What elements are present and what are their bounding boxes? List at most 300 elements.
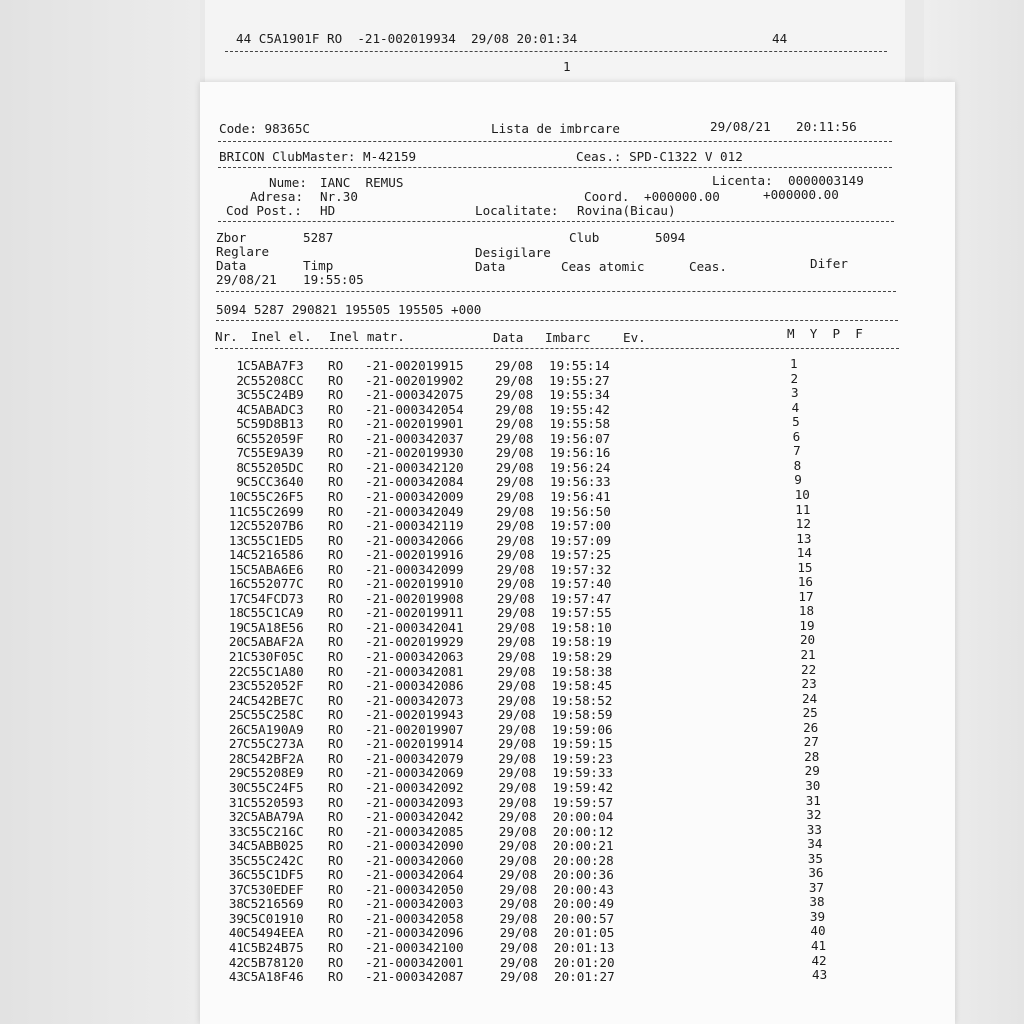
arrival-time: 20:00:04 bbox=[552, 809, 614, 825]
ring-electronic: C5A190A9 bbox=[243, 721, 304, 737]
ring-electronic: C5ABAF2A bbox=[243, 634, 304, 650]
row-rank: 14 bbox=[796, 545, 812, 561]
row-number: 33 bbox=[228, 823, 244, 839]
ring-country: RO bbox=[328, 707, 344, 723]
row-rank: 35 bbox=[807, 850, 823, 866]
ring-electronic: C55C24F5 bbox=[243, 779, 304, 795]
row-number: 9 bbox=[236, 474, 244, 490]
ring-electronic: C542BF2A bbox=[243, 750, 304, 766]
arrival-time: 19:58:45 bbox=[551, 678, 613, 694]
arrival-time: 19:56:24 bbox=[549, 459, 611, 475]
ring-country: RO bbox=[328, 590, 344, 606]
ring-electronic: C5ABB025 bbox=[243, 838, 304, 854]
ring-electronic: C5216569 bbox=[243, 896, 304, 912]
arrival-time: 20:01:13 bbox=[553, 940, 615, 955]
difference-label: Difer bbox=[810, 256, 848, 271]
owner-address: Nr.30 bbox=[320, 189, 358, 204]
ring-country: RO bbox=[328, 401, 344, 417]
arrival-time: 19:58:38 bbox=[551, 663, 613, 679]
row-rank: 41 bbox=[810, 938, 827, 953]
arrival-time: 20:00:36 bbox=[553, 867, 614, 883]
ring-matricol: -21-000342099 bbox=[365, 561, 464, 577]
ring-country: RO bbox=[328, 358, 344, 373]
row-number: 43 bbox=[228, 969, 244, 985]
arrival-time: 19:59:15 bbox=[552, 736, 613, 752]
ring-country: RO bbox=[328, 954, 344, 970]
arrival-date: 29/08 bbox=[499, 881, 538, 897]
ring-country: RO bbox=[328, 634, 344, 650]
owner-name: IANC REMUS bbox=[320, 175, 404, 190]
ring-country: RO bbox=[328, 765, 344, 781]
arrival-date: 29/08 bbox=[496, 590, 535, 606]
arrival-time: 19:58:19 bbox=[551, 634, 612, 650]
arrival-date: 29/08 bbox=[496, 503, 535, 519]
ring-country: RO bbox=[328, 488, 344, 504]
row-number: 16 bbox=[228, 576, 244, 592]
system-id: BRICON ClubMaster: M-42159 bbox=[219, 149, 417, 164]
arrival-date: 29/08 bbox=[498, 838, 537, 854]
row-number: 18 bbox=[228, 605, 244, 621]
row-rank: 28 bbox=[804, 748, 820, 764]
ring-electronic: C55C26F5 bbox=[243, 488, 304, 504]
divider bbox=[218, 141, 892, 142]
ring-country: RO bbox=[328, 910, 344, 926]
arrival-time: 19:59:33 bbox=[552, 765, 613, 781]
row-rank: 21 bbox=[800, 647, 816, 662]
row-number: 14 bbox=[228, 547, 244, 563]
ring-electronic: C552059F bbox=[243, 430, 304, 446]
arrival-time: 19:59:57 bbox=[552, 794, 614, 810]
reglare-label: Reglare bbox=[216, 244, 270, 259]
arrival-date: 29/08 bbox=[495, 445, 534, 461]
arrival-time: 19:57:00 bbox=[550, 518, 611, 534]
ring-country: RO bbox=[328, 721, 344, 737]
ring-matricol: -21-000342050 bbox=[365, 881, 464, 897]
arrival-date: 29/08 bbox=[498, 765, 537, 781]
arrival-date: 29/08 bbox=[499, 954, 538, 970]
row-rank: 30 bbox=[805, 777, 821, 793]
row-number: 35 bbox=[228, 852, 244, 868]
reg-time: 19:55:05 bbox=[303, 272, 364, 287]
ring-electronic: C55C1A80 bbox=[243, 663, 304, 679]
owner-locality: Rovina(Bicau) bbox=[577, 203, 676, 218]
ring-matricol: -21-000342064 bbox=[365, 867, 464, 883]
ring-country: RO bbox=[328, 518, 344, 534]
row-rank: 40 bbox=[810, 923, 826, 939]
arrival-date: 29/08 bbox=[497, 721, 536, 737]
arrival-time: 19:55:58 bbox=[549, 416, 611, 432]
ring-country: RO bbox=[328, 969, 344, 985]
ring-country: RO bbox=[328, 387, 344, 403]
ring-country: RO bbox=[328, 474, 344, 490]
ring-country: RO bbox=[328, 925, 344, 941]
code-label: Code: 98365C bbox=[219, 121, 310, 136]
row-number: 37 bbox=[228, 881, 244, 897]
row-number: 5 bbox=[236, 416, 244, 432]
arrival-date: 29/08 bbox=[499, 867, 538, 883]
ring-country: RO bbox=[328, 561, 344, 577]
row-number: 25 bbox=[228, 707, 244, 723]
row-rank: 17 bbox=[798, 588, 814, 604]
ring-country: RO bbox=[328, 678, 344, 694]
divider bbox=[225, 51, 887, 52]
arrival-time: 20:00:57 bbox=[553, 910, 615, 926]
arrival-time: 19:59:06 bbox=[551, 721, 613, 737]
page-number: 1 bbox=[563, 59, 571, 74]
ring-country: RO bbox=[328, 940, 344, 955]
row-number: 29 bbox=[228, 765, 244, 781]
ring-matricol: -21-000342086 bbox=[365, 678, 464, 694]
row-number: 7 bbox=[236, 445, 244, 461]
ring-electronic: C55207B6 bbox=[243, 518, 304, 534]
ring-electronic: C530F05C bbox=[243, 649, 304, 664]
print-time: 20:11:56 bbox=[796, 119, 857, 134]
arrival-date: 29/08 bbox=[498, 779, 537, 795]
ring-matricol: -21-000342003 bbox=[365, 896, 464, 912]
arrival-time: 19:58:52 bbox=[551, 692, 613, 708]
row-number: 15 bbox=[228, 561, 244, 577]
ring-country: RO bbox=[328, 779, 344, 795]
arrival-date: 29/08 bbox=[495, 416, 534, 432]
row-number: 31 bbox=[228, 794, 244, 810]
ring-electronic: C5ABA7F3 bbox=[243, 358, 304, 373]
arrival-date: 29/08 bbox=[495, 459, 534, 475]
ring-electronic: C55208CC bbox=[243, 372, 304, 388]
row-number: 24 bbox=[228, 692, 244, 708]
arrival-date: 29/08 bbox=[500, 969, 538, 985]
row-rank: 20 bbox=[799, 632, 816, 648]
row-number: 3 bbox=[236, 387, 244, 403]
arrival-date: 29/08 bbox=[495, 474, 534, 490]
ring-electronic: C59D8B13 bbox=[243, 416, 304, 432]
coord-longitude: +000000.00 bbox=[763, 187, 839, 202]
arrival-date: 29/08 bbox=[496, 532, 535, 548]
row-number: 38 bbox=[228, 896, 244, 912]
row-rank: 25 bbox=[802, 705, 818, 721]
ring-electronic: C5520593 bbox=[243, 794, 304, 810]
col-ev: Ev. bbox=[623, 330, 646, 345]
ring-electronic: C5ABADC3 bbox=[243, 401, 304, 417]
reg-date-label: Data bbox=[216, 258, 247, 273]
ring-electronic: C55C242C bbox=[243, 852, 304, 868]
ring-electronic: C5A18F46 bbox=[243, 969, 304, 985]
ring-electronic: C55C24B9 bbox=[243, 387, 304, 403]
ring-matricol: -21-000342058 bbox=[365, 910, 464, 926]
ring-matricol: -21-000342037 bbox=[365, 430, 464, 446]
document-title: Lista de imbrcare bbox=[491, 121, 620, 136]
arrival-time: 20:00:12 bbox=[552, 823, 614, 839]
ring-matricol: -21-002019901 bbox=[365, 416, 464, 432]
ring-country: RO bbox=[328, 619, 344, 635]
ring-matricol: -21-000342063 bbox=[365, 649, 464, 664]
ring-country: RO bbox=[328, 736, 344, 752]
row-number: 8 bbox=[236, 459, 244, 475]
row-rank: 2 bbox=[790, 370, 799, 386]
arrival-time: 19:56:50 bbox=[550, 503, 611, 519]
arrival-date: 29/08 bbox=[497, 649, 536, 664]
row-rank: 42 bbox=[811, 952, 827, 968]
ring-electronic: C55C273A bbox=[243, 736, 304, 752]
col-inel-el: Inel el. bbox=[251, 329, 312, 344]
ring-matricol: -21-000342092 bbox=[365, 779, 464, 795]
license-label: Licenta: bbox=[712, 173, 773, 188]
arrival-date: 29/08 bbox=[495, 430, 534, 446]
arrival-date: 29/08 bbox=[497, 605, 535, 621]
row-number: 17 bbox=[228, 590, 244, 606]
arrival-date: 29/08 bbox=[496, 547, 535, 563]
arrival-time: 19:58:10 bbox=[551, 619, 612, 635]
ring-country: RO bbox=[328, 809, 344, 825]
arrival-date: 29/08 bbox=[496, 488, 534, 504]
ring-matricol: -21-000342009 bbox=[365, 488, 464, 504]
print-date: 29/08/21 bbox=[710, 119, 771, 134]
arrival-time: 19:58:29 bbox=[551, 649, 613, 664]
row-rank: 26 bbox=[803, 719, 819, 735]
row-number: 23 bbox=[228, 678, 244, 694]
ring-electronic: C55C258C bbox=[243, 707, 304, 723]
row-rank: 10 bbox=[794, 486, 810, 502]
ring-electronic: C55C1ED5 bbox=[243, 532, 304, 548]
ring-matricol: -21-000342087 bbox=[365, 969, 464, 985]
owner-postcode: HD bbox=[320, 203, 336, 218]
address-label: Adresa: bbox=[250, 189, 304, 204]
arrival-time: 19:55:27 bbox=[549, 372, 610, 388]
arrival-time: 20:00:28 bbox=[553, 852, 614, 868]
arrival-time: 19:58:59 bbox=[551, 707, 613, 723]
ring-electronic: C5B78120 bbox=[243, 954, 304, 970]
ring-matricol: -21-000342001 bbox=[365, 954, 464, 970]
row-rank: 29 bbox=[804, 763, 820, 779]
row-number: 13 bbox=[228, 532, 244, 548]
ring-electronic: C530EDEF bbox=[243, 881, 304, 897]
arrival-date: 29/08 bbox=[499, 940, 538, 955]
row-number: 27 bbox=[228, 736, 244, 752]
row-number: 32 bbox=[228, 809, 244, 825]
arrival-time: 19:56:16 bbox=[549, 445, 611, 461]
ring-matricol: -21-000342042 bbox=[365, 809, 464, 825]
ring-country: RO bbox=[328, 445, 344, 461]
ring-matricol: -21-000342073 bbox=[365, 692, 464, 708]
ring-matricol: -21-000342100 bbox=[365, 940, 464, 955]
row-rank: 1 bbox=[790, 356, 798, 371]
ring-country: RO bbox=[328, 867, 344, 883]
row-number: 22 bbox=[228, 663, 244, 679]
ring-matricol: -21-000342075 bbox=[365, 387, 464, 403]
ring-country: RO bbox=[328, 649, 344, 664]
ring-matricol: -21-002019916 bbox=[365, 547, 464, 563]
ring-country: RO bbox=[328, 881, 344, 897]
previous-page-last-row: 44 C5A1901F RO -21-002019934 29/08 20:01:34 bbox=[236, 31, 578, 46]
flight-label: Zbor bbox=[216, 230, 247, 245]
arrival-date: 29/08 bbox=[495, 358, 533, 373]
ring-country: RO bbox=[328, 896, 344, 912]
row-rank: 38 bbox=[809, 894, 825, 910]
club-number: 5094 bbox=[655, 230, 686, 245]
row-number: 30 bbox=[228, 779, 244, 795]
coord-latitude: +000000.00 bbox=[644, 189, 720, 204]
divider bbox=[216, 320, 898, 321]
ring-electronic: C542BE7C bbox=[243, 692, 304, 708]
arrival-time: 19:56:07 bbox=[549, 430, 611, 446]
ring-electronic: C54FCD73 bbox=[243, 590, 304, 606]
arrival-time: 19:57:55 bbox=[551, 605, 612, 621]
divider bbox=[216, 291, 896, 292]
row-rank: 43 bbox=[812, 967, 828, 983]
arrival-date: 29/08 bbox=[497, 692, 536, 708]
ring-country: RO bbox=[328, 576, 344, 592]
ring-electronic: C5216586 bbox=[243, 547, 304, 563]
row-number: 10 bbox=[228, 488, 244, 504]
ring-matricol: -21-002019914 bbox=[365, 736, 464, 752]
row-rank: 7 bbox=[793, 443, 801, 459]
ring-country: RO bbox=[328, 430, 344, 446]
arrival-date: 29/08 bbox=[497, 663, 536, 679]
row-number: 20 bbox=[228, 634, 244, 650]
arrival-date: 29/08 bbox=[498, 794, 537, 810]
license-number: 0000003149 bbox=[788, 173, 864, 188]
row-rank: 34 bbox=[807, 836, 823, 852]
row-number: 1 bbox=[236, 358, 244, 373]
arrival-date: 29/08 bbox=[497, 678, 536, 694]
divider bbox=[215, 348, 899, 349]
row-number: 6 bbox=[236, 430, 244, 446]
arrival-time: 19:55:14 bbox=[549, 358, 610, 373]
ring-matricol: -21-000342049 bbox=[365, 503, 464, 519]
arrival-time: 19:56:41 bbox=[550, 488, 611, 504]
flight-number: 5287 bbox=[303, 230, 334, 245]
row-number: 19 bbox=[228, 619, 244, 635]
col-nr: Nr. bbox=[215, 329, 238, 344]
ring-matricol: -21-002019915 bbox=[365, 358, 464, 373]
ring-country: RO bbox=[328, 823, 344, 839]
arrival-time: 19:55:34 bbox=[549, 387, 610, 403]
arrival-time: 20:01:27 bbox=[554, 969, 615, 985]
ring-electronic: C5CC3640 bbox=[243, 474, 304, 490]
ring-matricol: -21-000342081 bbox=[365, 663, 464, 679]
arrival-date: 29/08 bbox=[496, 561, 535, 577]
row-rank: 13 bbox=[796, 530, 812, 546]
ring-electronic: C55E9A39 bbox=[243, 445, 304, 461]
arrival-date: 29/08 bbox=[496, 576, 535, 592]
row-rank: 15 bbox=[797, 559, 813, 575]
background-left bbox=[0, 0, 200, 1024]
desigilare-label: Desigilare bbox=[475, 245, 551, 260]
ring-country: RO bbox=[328, 838, 344, 854]
ring-electronic: C55208E9 bbox=[243, 765, 304, 781]
ring-matricol: -21-002019908 bbox=[365, 590, 464, 606]
ring-electronic: C5ABA79A bbox=[243, 809, 304, 825]
ring-matricol: -21-000342066 bbox=[365, 532, 464, 548]
clock-id: Ceas.: SPD-C1322 V 012 bbox=[576, 149, 743, 164]
ring-matricol: -21-000342119 bbox=[365, 518, 464, 534]
row-rank: 18 bbox=[798, 603, 815, 619]
arrival-date: 29/08 bbox=[498, 736, 537, 752]
ring-matricol: -21-000342120 bbox=[365, 459, 464, 475]
row-number: 40 bbox=[228, 925, 244, 941]
col-inel-matr: Inel matr. bbox=[329, 329, 405, 344]
atomic-clock-label: Ceas atomic bbox=[561, 259, 645, 274]
ring-country: RO bbox=[328, 416, 344, 432]
arrival-time: 19:55:42 bbox=[549, 401, 611, 417]
reg-time-label: Timp bbox=[303, 258, 334, 273]
arrival-time: 20:01:05 bbox=[553, 925, 615, 941]
ring-electronic: C55C1DF5 bbox=[243, 867, 304, 883]
arrival-time: 20:00:49 bbox=[553, 896, 615, 912]
ring-electronic: C55205DC bbox=[243, 459, 304, 475]
arrival-date: 29/08 bbox=[498, 750, 537, 766]
coord-label: Coord. bbox=[584, 189, 630, 204]
ring-country: RO bbox=[328, 459, 344, 475]
row-rank: 16 bbox=[797, 574, 814, 590]
arrival-time: 19:59:23 bbox=[552, 750, 613, 766]
row-rank: 39 bbox=[809, 908, 826, 924]
row-rank: 3 bbox=[791, 385, 799, 401]
arrival-date: 29/08 bbox=[497, 707, 536, 723]
arrival-date: 29/08 bbox=[498, 823, 537, 839]
row-number: 41 bbox=[228, 940, 244, 955]
row-rank: 24 bbox=[802, 690, 818, 706]
ring-electronic: C5A18E56 bbox=[243, 619, 304, 635]
ring-electronic: C55C1CA9 bbox=[243, 605, 304, 621]
ring-matricol: -21-002019930 bbox=[365, 445, 464, 461]
ring-matricol: -21-000342041 bbox=[365, 619, 464, 635]
locality-label: Localitate: bbox=[475, 203, 559, 218]
arrival-time: 19:57:47 bbox=[550, 590, 612, 606]
arrival-date: 29/08 bbox=[496, 518, 535, 534]
ring-matricol: -21-002019929 bbox=[365, 634, 464, 650]
arrival-time: 19:57:25 bbox=[550, 547, 612, 563]
arrival-time: 19:57:32 bbox=[550, 561, 612, 577]
ring-matricol: -21-000342085 bbox=[365, 823, 464, 839]
arrival-date: 29/08 bbox=[499, 852, 537, 868]
ring-matricol: -21-000342084 bbox=[365, 474, 464, 490]
ring-matricol: -21-000342096 bbox=[365, 925, 464, 941]
row-number: 11 bbox=[228, 503, 244, 519]
row-rank: 9 bbox=[794, 472, 802, 488]
ring-electronic: C55C216C bbox=[243, 823, 304, 839]
ring-matricol: -21-000342069 bbox=[365, 765, 464, 781]
row-rank: 36 bbox=[808, 865, 824, 881]
name-label: Nume: bbox=[269, 175, 307, 190]
row-number: 28 bbox=[228, 750, 244, 766]
ring-electronic: C5ABA6E6 bbox=[243, 561, 304, 577]
ring-matricol: -21-002019943 bbox=[365, 707, 464, 723]
row-number: 42 bbox=[228, 954, 244, 970]
arrival-date: 29/08 bbox=[498, 809, 537, 825]
row-rank: 19 bbox=[799, 617, 815, 633]
arrival-time: 20:00:43 bbox=[553, 881, 614, 897]
arrival-time: 19:56:33 bbox=[549, 474, 611, 490]
previous-page-fragment bbox=[205, 0, 905, 90]
arrival-date: 29/08 bbox=[495, 401, 534, 417]
divider bbox=[218, 167, 892, 168]
arrival-date: 29/08 bbox=[495, 372, 534, 388]
arrival-date: 29/08 bbox=[497, 634, 536, 650]
row-rank: 32 bbox=[806, 807, 822, 823]
row-rank: 11 bbox=[795, 501, 811, 517]
flight-summary: 5094 5287 290821 195505 195505 +000 bbox=[216, 302, 482, 317]
ring-country: RO bbox=[328, 532, 344, 548]
row-rank: 12 bbox=[795, 516, 811, 532]
printout-sheet bbox=[200, 82, 955, 1024]
arrival-date: 29/08 bbox=[497, 619, 536, 635]
row-rank: 27 bbox=[803, 734, 819, 750]
ring-country: RO bbox=[328, 503, 344, 519]
row-rank: 6 bbox=[792, 428, 801, 444]
ring-electronic: C5494EEA bbox=[243, 925, 304, 941]
ring-country: RO bbox=[328, 794, 344, 810]
ring-electronic: C552052F bbox=[243, 678, 304, 694]
